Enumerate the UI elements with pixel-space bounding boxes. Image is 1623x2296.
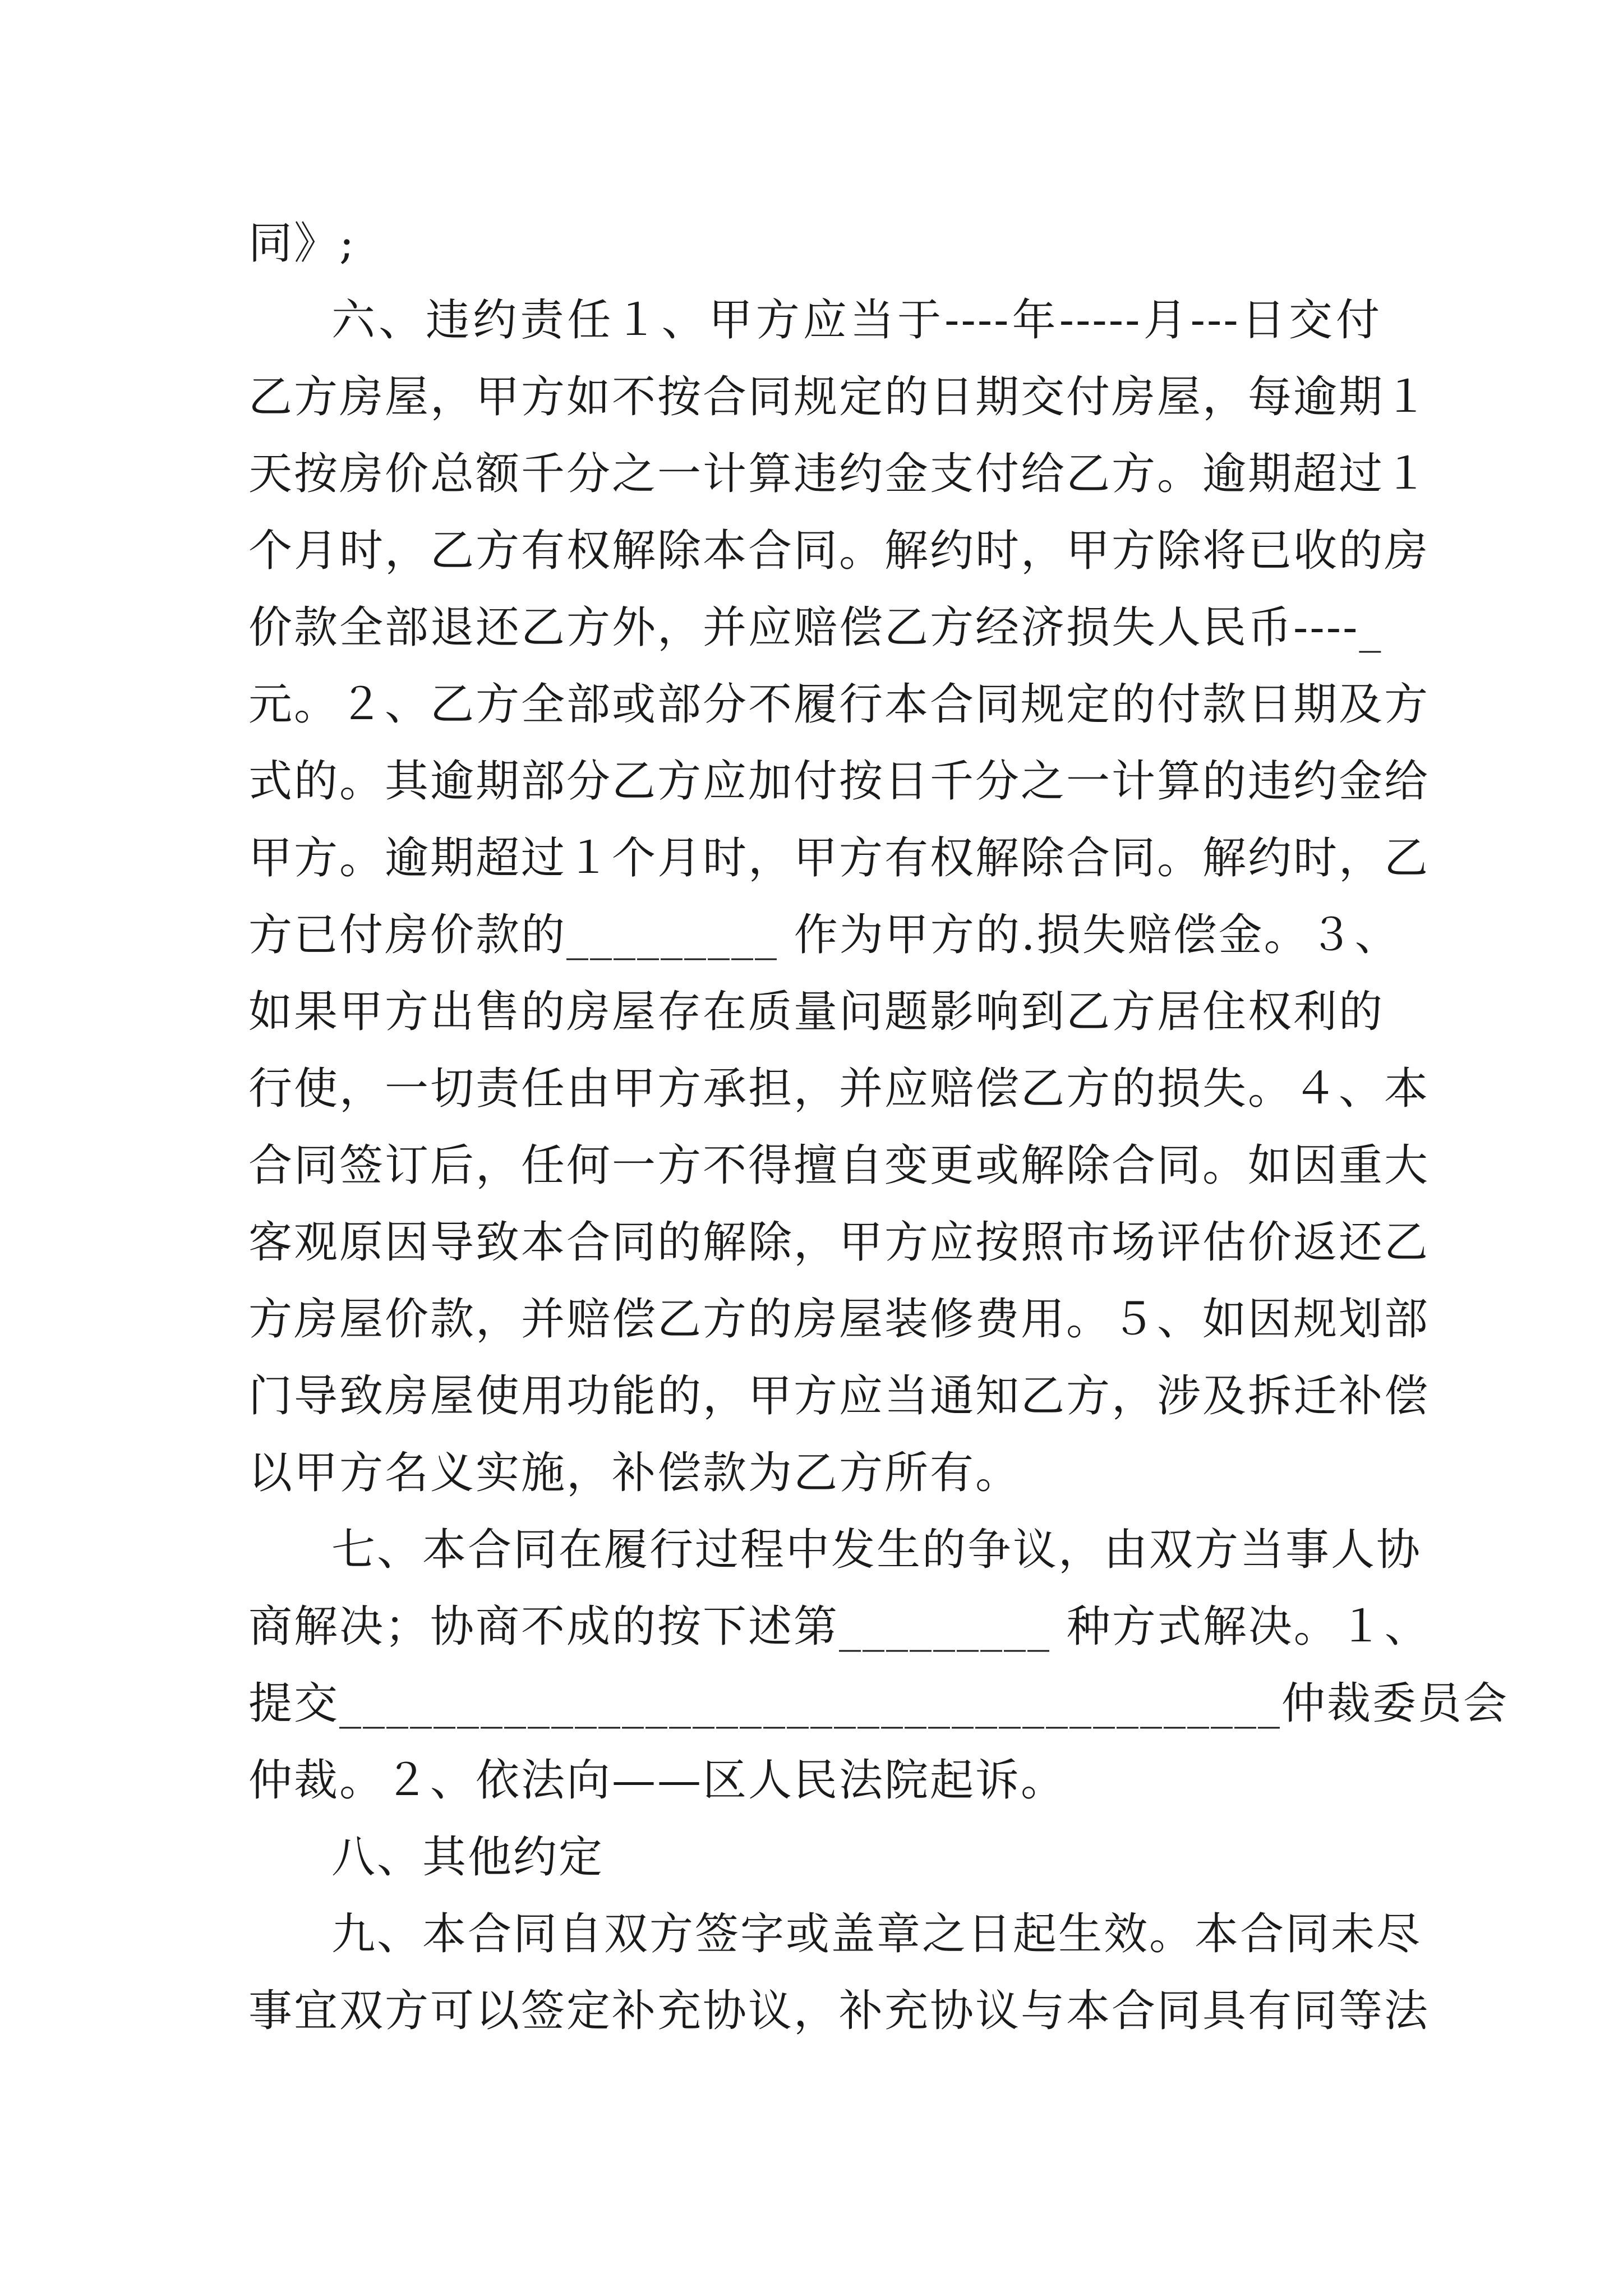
text-line: 价款全部退还乙方外，并应赔偿乙方经济损失人民币----_ xyxy=(248,602,1383,653)
text-line: 方房屋价款，并赔偿乙方的房屋装修费用。５、如因规划部 xyxy=(248,1294,1430,1345)
text-line: 仲裁。２、依法向——区人民法院起诉。 xyxy=(248,1755,1067,1806)
text-line: 合同签订后，任何一方不得擅自变更或解除合同。如因重大 xyxy=(248,1140,1430,1191)
text-line: 门导致房屋使用功能的，甲方应当通知乙方，涉及拆迁补偿 xyxy=(248,1371,1430,1421)
text-line: 八、其他约定 xyxy=(331,1832,605,1883)
text-line: 方已付房价款的_________ 作为甲方的.损失赔偿金。３、 xyxy=(248,910,1400,960)
text-line: 同》; xyxy=(248,218,356,269)
text-line: 元。２、乙方全部或部分不履行本合同规定的付款日期及方 xyxy=(248,679,1430,730)
text-line: 如果甲方出售的房屋存在质量问题影响到乙方居住权利的 xyxy=(248,987,1385,1037)
text-line: 七、本合同在履行过程中发生的争议，由双方当事人协 xyxy=(331,1525,1422,1575)
text-line: 商解决；协商不成的按下述第_________ 种方式解决。１、 xyxy=(248,1602,1430,1652)
text-line: 六、违约责任１、甲方应当于----年-----月---日交付 xyxy=(331,295,1381,346)
text-line: 式的。其逾期部分乙方应加付按日千分之一计算的违约金给 xyxy=(248,756,1430,807)
text-line: 乙方房屋，甲方如不按合同规定的日期交付房屋，每逾期１ xyxy=(248,372,1430,422)
text-line: 事宜双方可以签定补充协议，补充协议与本合同具有同等法 xyxy=(248,1986,1430,2036)
text-line: 个月时，乙方有权解除本合同。解约时，甲方除将已收的房 xyxy=(248,526,1430,576)
text-line: 九、本合同自双方签字或盖章之日起生效。本合同未尽 xyxy=(331,1909,1422,1959)
text-line: 甲方。逾期超过１个月时，甲方有权解除合同。解约时，乙 xyxy=(248,833,1430,884)
text-line: 天按房价总额千分之一计算违约金支付给乙方。逾期超过１ xyxy=(248,449,1430,499)
text-line: 提交________________________________________仲裁委员会 xyxy=(248,1678,1509,1729)
text-line: 客观原因导致本合同的解除，甲方应按照市场评估价返还乙 xyxy=(248,1217,1430,1268)
text-line: 行使，一切责任由甲方承担，并应赔偿乙方的损失。４、本 xyxy=(248,1064,1430,1114)
text-line: 以甲方名义实施，补偿款为乙方所有。 xyxy=(248,1448,1021,1498)
